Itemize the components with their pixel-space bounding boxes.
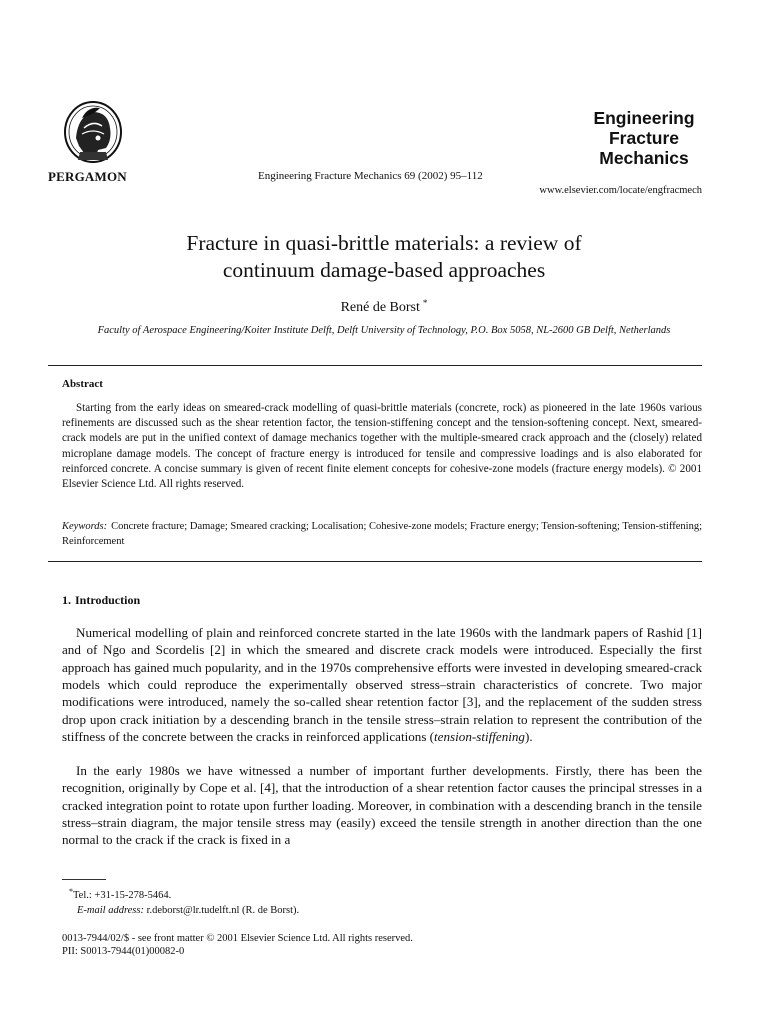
abstract-text: Starting from the early ideas on smeared-crack modelling of quasi-brittle materials (concrete, rock) as pioneered in the late 1960s various refinements are discussed such as the shear retention factor, the tension-stiffening concept and the tension-softening concept. Next, smeared-crack models are put in the unified context of damage mechanics together with the multiple-smeared crack approach and the (closely) related microplane damage models. The concept of fracture energy is introduced for tensile and compressive loadings and is also elaborated for reinforced concrete. A concise summary is given of recent finite element concepts for cohesive-zone models (fracture energy models). © 2001 Elsevier Science Ltd. All rights reserved.	[62, 402, 702, 491]
paragraph-text: Numerical modelling of plain and reinforced concrete started in the late 1960s with the landmark papers of Rashid [1] and of Ngo and Scordelis [2] in which the smeared and discrete crack models were introduced. Especially the first approach has gained much popularity, and in the 1970s comprehensive efforts were invested in developing smeared-crack models which could reproduce the experimentally observed stress–strain characteristics of concrete. Two major modifications were introduced, namely the so-called shear retention factor [3], and the replacement of the sudden stress drop upon crack initiation by a descending branch in the tensile stress–strain relation to represent the contribution of the stiffness of the concrete between the cracks in reinforced applications (	[62, 625, 702, 745]
footnote-tel: Tel.: +31-15-278-5464.	[73, 890, 172, 901]
email-address[interactable]: r.deborst@lr.tudelft.nl (R. de Borst).	[146, 905, 300, 916]
paragraph-text: ).	[524, 729, 533, 745]
keywords-list: Concrete fracture; Damage; Smeared cracking; Localisation; Cohesive-zone models; Fracture energy; Tension-softening; Tension-stiffening; Reinforcement	[62, 521, 702, 547]
journal-url-link[interactable]: www.elsevier.com/locate/engfracmech	[539, 185, 702, 196]
article-title-line: Fracture in quasi-brittle materials: a review of	[186, 231, 582, 255]
body-paragraph	[62, 624, 702, 745]
publisher-name: PERGAMON	[48, 169, 127, 184]
section-title: Introduction	[75, 593, 141, 607]
copyright-line: 0013-7944/02/$ - see front matter © 2001 Elsevier Science Ltd. All rights reserved.	[62, 933, 413, 944]
email-label: E-mail address:	[77, 905, 144, 916]
body-paragraph	[62, 762, 702, 849]
footnote-mark: *	[69, 887, 73, 896]
author-line	[48, 298, 720, 316]
abstract-heading: Abstract	[62, 378, 103, 390]
journal-title-line: Engineering	[593, 108, 695, 128]
affiliation: Faculty of Aerospace Engineering/Koiter Institute Delft, Delft University of Technology, P.O. Box 5058, NL-2600 GB Delft, Netherlands	[97, 325, 671, 336]
pii-line: PII: S0013-7944(01)00082-0	[62, 946, 185, 957]
keywords-label: Keywords:	[62, 521, 108, 532]
journal-title-line: Fracture	[608, 128, 680, 148]
footnote-marker[interactable]: *	[422, 298, 428, 308]
journal-title-line: Mechanics	[599, 148, 689, 168]
footnote-tel-line	[62, 884, 299, 903]
divider	[48, 561, 702, 562]
article-title-line: continuum damage-based approaches	[222, 258, 546, 282]
divider	[48, 365, 702, 366]
pergamon-helmet-logo	[62, 98, 124, 170]
author-name: René de Borst	[340, 300, 420, 315]
footnote-email-line	[62, 903, 299, 918]
keywords	[62, 519, 702, 549]
emphasis-text: tension-stiffening	[434, 729, 525, 745]
section-heading	[62, 593, 140, 608]
journal-title	[583, 108, 705, 168]
footnote-rule	[62, 879, 106, 880]
paragraph-text: In the early 1980s we have witnessed a number of important further developments. Firstly, there has been the recognition, originally by Cope et al. [4], that the introduction of a shear retention factor causes the principal stresses in a cracked integration point to rotate upon further loading. Moreover, in combination with a descending branch in the tensile stress–strain diagram, the major tensile stress may (easily) exceed the tensile strength in another direction than the one normal to the crack if the crack is fixed in a	[62, 763, 702, 848]
article-title	[48, 230, 720, 284]
journal-citation: Engineering Fracture Mechanics 69 (2002) 95–112	[258, 170, 483, 182]
footnote	[62, 884, 299, 918]
section-number: 1.	[62, 593, 71, 607]
